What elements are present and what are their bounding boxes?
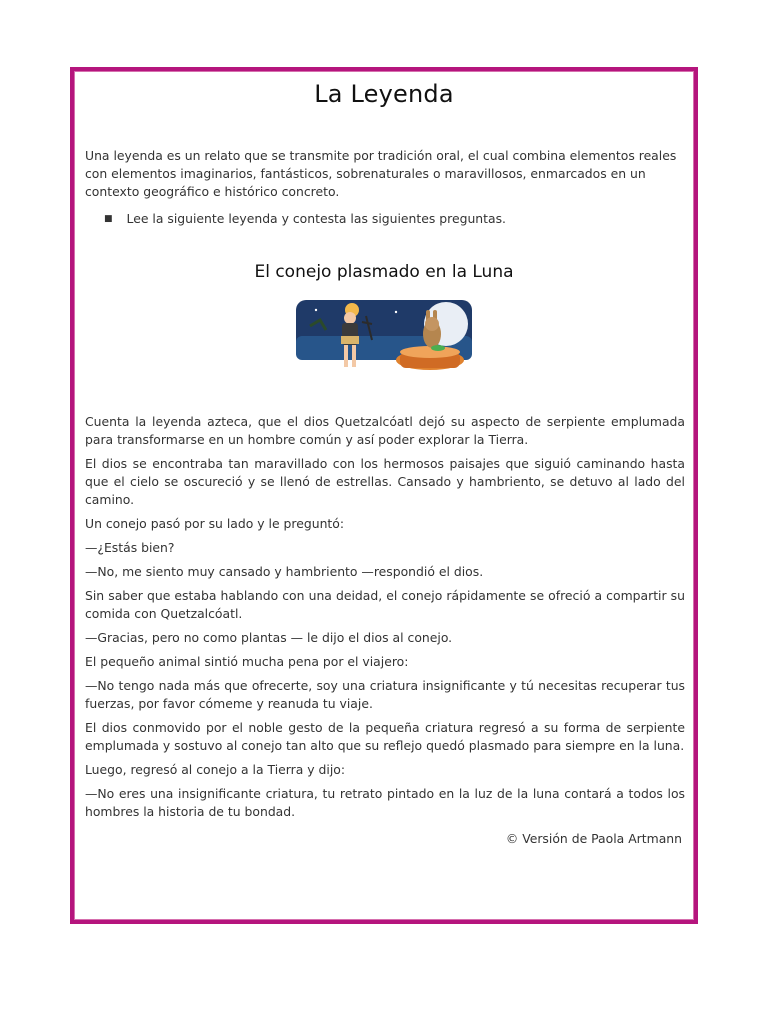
story-paragraph: —¿Estás bien?	[85, 540, 175, 555]
story-paragraph: Luego, regresó al conejo a la Tierra y dijo:	[85, 762, 346, 777]
instruction-text: Lee la siguiente leyenda y contesta las siguientes preguntas.	[126, 211, 506, 226]
legend-story	[85, 413, 685, 827]
page-title: La Leyenda	[314, 80, 454, 108]
bullet-icon: ■	[104, 214, 113, 224]
story-paragraph: El dios se encontraba tan maravillado con los hermosos paisajes que siguió caminando hasta que el cielo se oscureció y se llenó de estrellas. Cansado y hambriento, se detuvo al lado del camino.	[85, 456, 685, 507]
story-paragraph: Sin saber que estaba hablando con una deidad, el conejo rápidamente se ofreció a compartir su comida con Quetzalcóatl.	[85, 588, 685, 621]
instruction-bullet	[104, 210, 664, 228]
rabbit-moon-illustration	[296, 296, 476, 378]
story-paragraph: Un conejo pasó por su lado y le preguntó:	[85, 516, 345, 531]
story-paragraph: —Gracias, pero no como plantas — le dijo el dios al conejo.	[85, 630, 453, 645]
story-paragraph: —No, me siento muy cansado y hambriento —respondió el dios.	[85, 564, 484, 579]
story-paragraph: Cuenta la leyenda azteca, que el dios Quetzalcóatl dejó su aspecto de serpiente emplumada para transformarse en un hombre común y así poder explorar la Tierra.	[85, 414, 685, 447]
author-credit: © Versión de Paola Artmann	[505, 831, 682, 846]
story-paragraph: —No eres una insignificante criatura, tu retrato pintado en la luz de la luna contará a todos los hombres la historia de tu bondad.	[85, 786, 685, 819]
legend-title: El conejo plasmado en la Luna	[254, 262, 514, 282]
story-paragraph: —No tengo nada más que ofrecerte, soy una criatura insignificante y tú necesitas recuperar tus fuerzas, por favor cómeme y reanuda tu viaje.	[85, 678, 685, 711]
intro-paragraph: Una leyenda es un relato que se transmite por tradición oral, el cual combina elementos reales con elementos imaginarios, fantásticos, sobrenaturales o maravillosos, enmarcados en un contexto geográfico e histórico concreto.	[85, 148, 677, 199]
story-paragraph: El dios conmovido por el noble gesto de la pequeña criatura regresó a su forma de serpiente emplumada y sostuvo al conejo tan alto que su reflejo quedó plasmado para siempre en la luna.	[85, 720, 685, 753]
story-paragraph: El pequeño animal sintió mucha pena por el viajero:	[85, 654, 409, 669]
